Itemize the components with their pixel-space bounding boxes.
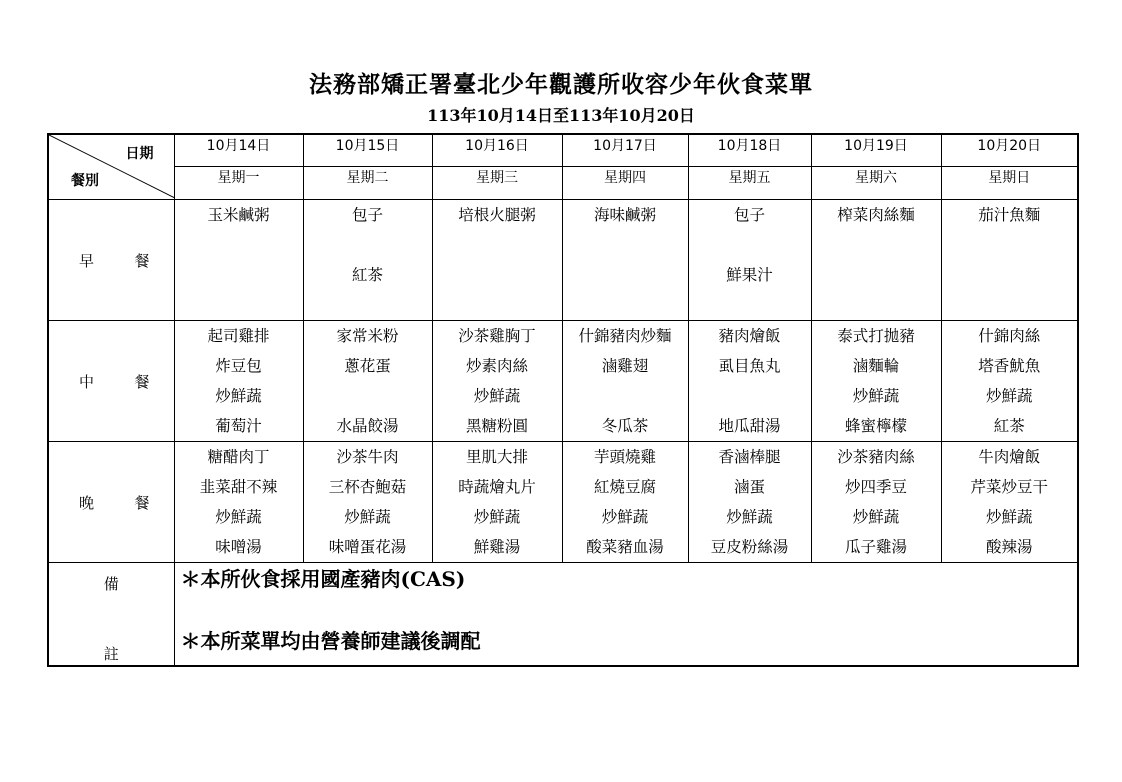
dish-item: 海味鹹粥 [593, 206, 656, 224]
date-range: 113年10月14日至113年10月20日 [427, 106, 695, 125]
dish-item [433, 260, 562, 290]
dish-item: 鮮果汁 [726, 266, 773, 284]
dish-item: 味噌湯 [215, 538, 262, 556]
dish-item [433, 230, 562, 260]
dish-item: 茄汁魚麵 [978, 206, 1041, 224]
weekday-header: 星期六 [811, 167, 941, 200]
meal-label-char: 中 [79, 372, 95, 391]
dish-item: 炒鮮蔬 [985, 508, 1033, 526]
meal-label-lunch [48, 321, 174, 442]
dish-item [689, 290, 811, 320]
dish-item: 芹菜炒豆干 [970, 478, 1048, 496]
menu-cell [174, 442, 303, 563]
dish-item: 沙茶雞胸丁 [458, 327, 536, 345]
meal-label-char: 餐 [134, 251, 150, 270]
menu-cell [941, 442, 1078, 563]
weekday-header: 星期五 [688, 167, 811, 200]
menu-cell [941, 321, 1078, 442]
dish-item: 玉米鹹粥 [207, 206, 270, 224]
dish-item [304, 290, 432, 320]
menu-cell [688, 442, 811, 563]
dish-item: 炒鮮蔬 [852, 508, 900, 526]
dish-item: 炒鮮蔬 [215, 508, 262, 526]
dish-item: 什錦豬肉炒麵 [578, 327, 672, 345]
date-header: 10月18日 [688, 134, 811, 167]
meal-label-breakfast [48, 200, 174, 321]
meal-rows [48, 200, 1078, 563]
dish-item [689, 381, 811, 411]
dish-item [433, 290, 562, 320]
dish-item [942, 290, 1078, 320]
menu-cell [811, 442, 941, 563]
dish-item: 塔香魷魚 [978, 357, 1041, 375]
date-header: 10月20日 [941, 134, 1078, 167]
meal-label-dinner [48, 442, 174, 563]
dish-item [942, 260, 1078, 290]
menu-cell [688, 200, 811, 321]
menu-cell [811, 200, 941, 321]
menu-cell [562, 321, 688, 442]
menu-cell [688, 321, 811, 442]
dish-item: 什錦肉絲 [978, 327, 1041, 345]
dish-item: 牛肉燴飯 [978, 448, 1041, 466]
weekday-header: 星期一 [174, 167, 303, 200]
header-row-weekdays [48, 167, 1078, 200]
dish-item: 炒鮮蔬 [726, 508, 773, 526]
dish-item [812, 230, 941, 260]
dish-item: 包子 [351, 206, 383, 224]
dish-item: 鮮雞湯 [473, 538, 521, 556]
date-header: 10月17日 [562, 134, 688, 167]
meal-row-breakfast [48, 200, 1078, 321]
notes-label [48, 563, 174, 667]
menu-cell [562, 442, 688, 563]
meal-label-char: 餐 [134, 493, 150, 512]
dish-item [563, 381, 688, 411]
header-row-dates [48, 134, 1078, 167]
dish-item: 芋頭燒雞 [593, 448, 656, 466]
dish-item: 瓜子雞湯 [844, 538, 907, 556]
dish-item [563, 230, 688, 260]
dish-item: 香滷棒腿 [718, 448, 781, 466]
dish-item: 豆皮粉絲湯 [710, 538, 789, 556]
dish-item: 地瓜甜湯 [718, 417, 781, 435]
menu-cell [174, 200, 303, 321]
notes-label-bottom: 註 [103, 645, 119, 663]
dish-item: 紅茶 [351, 266, 383, 284]
dish-item [563, 260, 688, 290]
dish-item: 炒鮮蔬 [473, 387, 521, 405]
weekday-header: 星期日 [941, 167, 1078, 200]
dish-item: 味噌蛋花湯 [328, 538, 407, 556]
dish-item: 豬肉燴飯 [718, 327, 781, 345]
menu-cell [303, 442, 432, 563]
meal-row-lunch [48, 321, 1078, 442]
dish-item: 糖醋肉丁 [207, 448, 270, 466]
dish-item: 炒鮮蔬 [852, 387, 900, 405]
dish-item: 滷麵輪 [852, 357, 900, 375]
corner-diagonal [49, 135, 175, 199]
menu-cell [432, 200, 562, 321]
menu-cell [303, 200, 432, 321]
dish-item: 泰式打拋豬 [837, 327, 915, 345]
corner-date-label: 日期 [125, 146, 154, 162]
dish-item: 紅燒豆腐 [593, 478, 656, 496]
menu-cell [174, 321, 303, 442]
dish-item: 炒鮮蔬 [344, 508, 391, 526]
dish-item: 起司雞排 [207, 327, 270, 345]
dish-item [175, 260, 303, 290]
date-header: 10月16日 [432, 134, 562, 167]
notes-label-top: 備 [103, 575, 119, 593]
dish-item: 里肌大排 [465, 448, 528, 466]
note-item: ＊本所菜單均由營養師建議後調配 [180, 629, 481, 653]
dish-item: 蔥花蛋 [344, 357, 391, 375]
menu-cell [811, 321, 941, 442]
dish-item: 紅茶 [993, 417, 1025, 435]
dish-item: 蜂蜜檸檬 [844, 417, 907, 435]
dish-item: 炒鮮蔬 [473, 508, 521, 526]
notes-content [174, 563, 1078, 667]
dish-item: 沙茶牛肉 [336, 448, 399, 466]
dish-item: 炒四季豆 [844, 478, 907, 496]
page-title: 法務部矯正署臺北少年觀護所收容少年伙食菜單 [309, 71, 813, 98]
weekday-header: 星期二 [303, 167, 432, 200]
notes-row [48, 563, 1078, 667]
meal-label-char: 早 [79, 251, 95, 270]
dish-item: 培根火腿粥 [458, 206, 536, 224]
menu-cell [941, 200, 1078, 321]
dish-item [942, 230, 1078, 260]
corner-meal-label: 餐別 [71, 173, 99, 189]
dish-item [304, 230, 432, 260]
dish-item [689, 230, 811, 260]
meal-row-dinner [48, 442, 1078, 563]
menu-cell [303, 321, 432, 442]
meal-label-char: 餐 [134, 372, 150, 391]
dish-item: 沙茶豬肉絲 [837, 448, 915, 466]
dish-item: 韭菜甜不辣 [199, 478, 278, 496]
menu-cell [432, 321, 562, 442]
dish-item: 葡萄汁 [215, 417, 262, 435]
dish-item: 滷雞翅 [601, 357, 649, 375]
dish-item: 炒鮮蔬 [601, 508, 649, 526]
dish-item [563, 290, 688, 320]
dish-item: 冬瓜茶 [601, 417, 649, 435]
dish-item: 家常米粉 [336, 327, 399, 345]
dish-item: 滷蛋 [733, 478, 765, 496]
dish-item [812, 290, 941, 320]
weekday-header: 星期三 [432, 167, 562, 200]
dish-item: 酸菜豬血湯 [586, 538, 664, 556]
dish-item: 水晶餃湯 [336, 417, 399, 435]
date-header: 10月14日 [174, 134, 303, 167]
dish-item [175, 290, 303, 320]
dish-item: 炸豆包 [215, 357, 262, 375]
dish-item: 黑糖粉圓 [465, 417, 528, 435]
date-header: 10月15日 [303, 134, 432, 167]
dish-item: 炒鮮蔬 [985, 387, 1033, 405]
dish-item [812, 260, 941, 290]
table-corner [48, 134, 174, 200]
dish-item: 酸辣湯 [985, 538, 1033, 556]
weekday-header: 星期四 [562, 167, 688, 200]
meal-label-char: 晚 [79, 493, 95, 512]
dish-item [175, 230, 303, 260]
note-item: ＊本所伙食採用國產豬肉(CAS) [180, 567, 466, 591]
dish-item [304, 381, 432, 411]
menu-cell [432, 442, 562, 563]
dish-item: 包子 [733, 206, 765, 224]
date-header: 10月19日 [811, 134, 941, 167]
dish-item: 虱目魚丸 [718, 357, 781, 375]
dish-item: 時蔬燴丸片 [458, 478, 536, 496]
menu-table [47, 133, 1079, 667]
dish-item: 榨菜肉絲麵 [837, 206, 915, 224]
dish-item: 炒鮮蔬 [215, 387, 262, 405]
menu-cell [562, 200, 688, 321]
dish-item: 炒素肉絲 [465, 357, 528, 375]
dish-item: 三杯杏鮑菇 [328, 478, 407, 496]
